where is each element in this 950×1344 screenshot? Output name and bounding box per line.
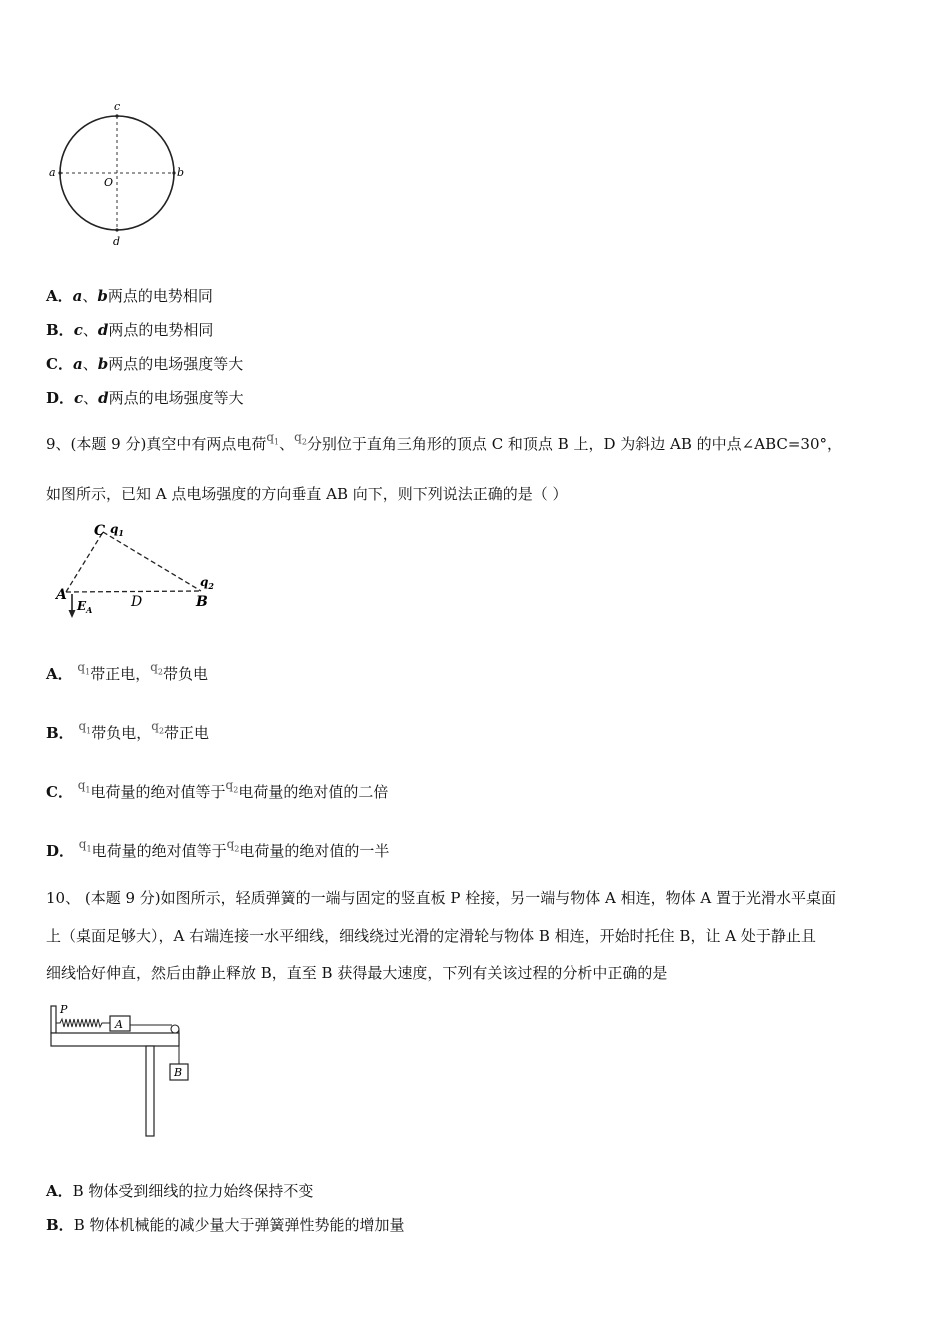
q8-option-a [46, 286, 213, 306]
label-ea: $E_A$ [77, 599, 93, 615]
segment-ac [66, 532, 103, 592]
option-text: 带负电 [163, 665, 209, 683]
point-label: a [72, 287, 83, 305]
point-label: a [72, 355, 83, 373]
point-d [115, 228, 118, 231]
label-q1: $q_1$ [110, 522, 124, 538]
point-label: b [97, 287, 108, 305]
q10-option-b [46, 1215, 404, 1235]
option-text: 两点的电场强度等大 [108, 389, 244, 407]
q8-option-b [46, 320, 213, 340]
q9-option-d [46, 837, 390, 867]
separator: 、 [279, 435, 295, 453]
q2-symbol: q2 [294, 430, 307, 447]
option-text: 电荷量的绝对值的二倍 [238, 783, 389, 801]
point-label: d [97, 321, 109, 339]
option-letter: B． [46, 321, 74, 339]
q10-option-a [46, 1181, 313, 1201]
option-text: 电荷量的绝对值等于 [91, 842, 227, 860]
separator: 、 [82, 355, 98, 373]
point-label: c [73, 321, 83, 339]
label-a: a [49, 166, 56, 179]
option-text: B 物体受到细线的拉力始终保持不变 [72, 1182, 314, 1200]
q1-symbol: q1 [77, 660, 91, 677]
q9-option-a [46, 660, 209, 690]
segment-cb [103, 532, 201, 591]
option-letter: D． [46, 389, 75, 407]
option-letter: B． [46, 1216, 74, 1234]
label-c: C [94, 523, 106, 539]
q1-symbol: q1 [77, 778, 91, 795]
spring [56, 1019, 110, 1027]
option-text: B 物体机械能的减少量大于弹簧弹性势能的增加量 [73, 1216, 405, 1234]
label-o: O [104, 176, 114, 189]
label-c: c [114, 100, 121, 113]
q9-option-b [46, 719, 210, 749]
q1-symbol: q1 [266, 430, 280, 447]
q10-stem-line2: 上（桌面足够大），A 右端连接一水平细线，细线绕过光滑的定滑轮与物体 B 相连，开始时托住 B，让 A 处于静止且 [46, 927, 816, 945]
option-text: 带正电， [90, 665, 151, 683]
option-letter: A． [46, 1182, 73, 1200]
q2-symbol: q2 [226, 837, 240, 854]
point-label: c [74, 389, 84, 407]
q10-stem-line1: 10、 (本题 9 分)如图所示，轻质弹簧的一端与固定的竖直板 P 栓接，另一端与物体 A 相连，物体 A 置于光滑水平桌面 [46, 889, 837, 907]
option-text: 带负电， [91, 724, 152, 742]
spring-pulley-figure [46, 998, 206, 1143]
option-text: 电荷量的绝对值的一半 [239, 842, 390, 860]
label-a: A [115, 1018, 123, 1031]
point-a [58, 171, 61, 174]
q9-tail: 分别位于直角三角形的顶点 C 和顶点 B 上，D 为斜边 AB 的中点∠ABC=30°， [306, 435, 843, 453]
q8-option-d [46, 388, 244, 408]
q9-option-c [46, 778, 389, 808]
option-letter: B． [46, 724, 74, 742]
field-arrow-head [69, 610, 76, 618]
option-letter: D． [46, 842, 75, 860]
label-b: B [174, 1066, 183, 1079]
option-text: 两点的电势相同 [108, 321, 214, 339]
q1-symbol: q1 [78, 837, 92, 854]
option-text: 带正电 [164, 724, 210, 742]
option-letter: A． [46, 287, 73, 305]
point-label: b [97, 355, 109, 373]
label-d: D [131, 594, 143, 610]
label-b: B [196, 594, 208, 610]
separator: 、 [83, 389, 99, 407]
table-top [51, 1033, 179, 1046]
q2-symbol: q2 [151, 719, 165, 736]
separator: 、 [82, 287, 98, 305]
point-c [115, 114, 118, 117]
label-b: b [177, 166, 185, 179]
option-letter: A． [46, 665, 73, 683]
segment-ab [66, 591, 201, 592]
q9-stem-line2: 如图所示，已知 A 点电场强度的方向垂直 AB 向下，则下列说法正确的是（ ） [46, 485, 568, 503]
label-a: A [56, 587, 67, 603]
point-label: d [98, 389, 109, 407]
q9-head: 9、(本题 9 分)真空中有两点电荷 [46, 435, 267, 453]
q10-stem-line3: 细线恰好伸直，然后由静止释放 B，直至 B 获得最大速度，下列有关该过程的分析中正确的是 [46, 964, 668, 982]
q1-symbol: q1 [78, 719, 92, 736]
q8-option-c [46, 354, 243, 374]
pulley [171, 1025, 179, 1033]
q9-stem-line1 [46, 430, 843, 460]
option-letter: C． [46, 783, 73, 801]
triangle-figure [46, 514, 226, 624]
option-text: 两点的电势相同 [107, 287, 213, 305]
label-d: d [113, 235, 121, 248]
wall-p [51, 1006, 56, 1033]
label-q2: $q_2$ [200, 575, 214, 591]
point-b [172, 171, 175, 174]
option-text: 两点的电场强度等大 [108, 355, 244, 373]
separator: 、 [82, 321, 98, 339]
option-letter: C． [46, 355, 73, 373]
q2-symbol: q2 [225, 778, 239, 795]
circle-field-figure [40, 98, 200, 258]
q2-symbol: q2 [150, 660, 163, 677]
label-p: P [60, 1003, 68, 1016]
option-text: 电荷量的绝对值等于 [90, 783, 226, 801]
table-leg [146, 1046, 154, 1136]
